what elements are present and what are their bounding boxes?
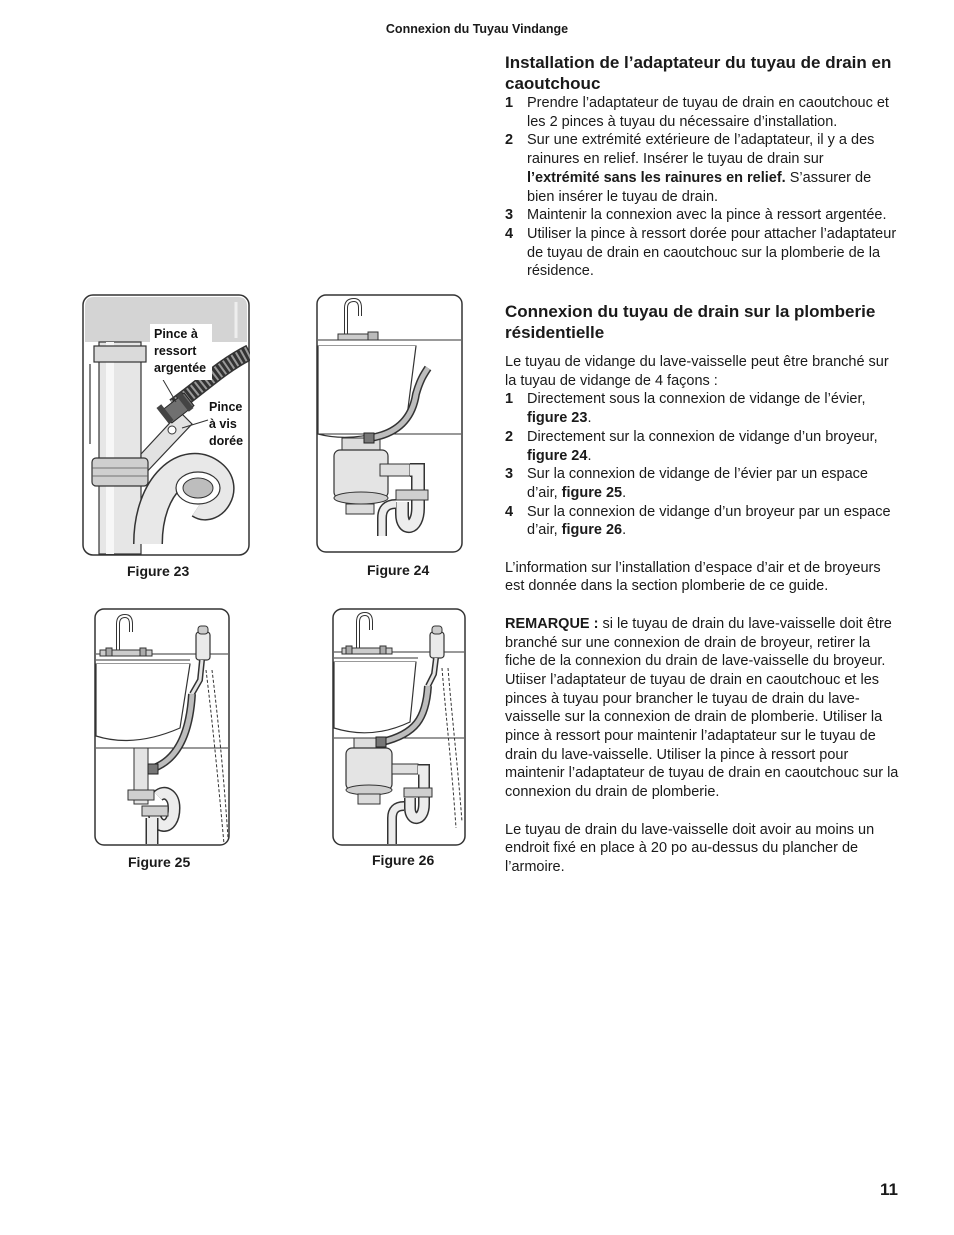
callout-silver-clamp [154,326,206,377]
note-paragraph [505,615,900,671]
figure-25-illustration [94,608,230,846]
step-number: 2 [505,132,514,149]
step-text: Utiliser la pince à ressort dorée pour attacher l’adaptateur de tuyau de drain en caoutchouc sur la plomberie de la résidence. [527,225,897,280]
step-number: 3 [505,207,514,224]
callout-line: Pince [209,400,243,414]
punctuation: . [622,522,627,539]
callout-line: dorée [209,434,244,448]
info-paragraph: L’information sur l’installation d’espace d’air et de broyeurs est donnée dans la section plomberie de ce guide. [505,559,881,595]
figure-24-illustration [316,294,463,554]
step-text: Directement sous la connexion de vidange de l’évier, [527,391,866,408]
figure-24 [316,294,463,554]
note-text: si le tuyau de drain du lave-vaisselle doit être branché sur une connexion de drain de broyeur, retirer la fiche de la connexion du drain de lave-vaisselle du broyeur. [505,615,892,670]
step-number: 3 [505,466,514,483]
step-number: 4 [505,225,514,242]
step-text: S’assurer de bien insérer le tuyau de drain. [527,169,872,205]
figure-reference: figure 26 [561,522,623,539]
final-paragraph: Le tuyau de drain du lave-vaisselle doit avoir au moins un endroit fixé en place à 20 po au-dessus du plancher de l’armoire. [505,821,875,875]
connection-methods [505,390,900,540]
list-item [505,465,900,502]
step-text: Sur la connexion de vidange de l’évier par un espace d’air, [527,466,868,501]
note-continuation: Utiiser l’adaptateur de tuyau de drain en caoutchouc et les pinces à tuyau pour brancher le tuyau de drain du lave-vaisselle sur la connexion de drain de plomberie. Utiliser la pince à ressort pour maintenir l’adaptateur sur le tuyau de drain du lave-vaisselle. Utiliser la pince à ressort pour maintenir l’adaptateur de tuyau de drain en caoutchouc sur la connexion du drain de plomberie. [505,671,899,801]
figure-24-caption: Figure 24 [367,562,430,578]
step-text: Directement sur la connexion de vidange d’un broyeur, [527,428,878,445]
figure-reference: figure 24 [527,447,588,464]
punctuation: . [587,447,592,464]
callout-gold-clamp [209,399,243,450]
step-text: Maintenir la connexion avec la pince à ressort argentée. [527,207,887,224]
figure-26-caption: Figure 26 [372,852,435,868]
adapter-steps [505,94,900,281]
step-number: 2 [505,428,514,445]
list-item [505,428,900,465]
list-item [505,503,900,540]
step-number: 1 [505,95,514,111]
main-text-column [505,52,900,877]
callout-line: ressort [154,344,197,358]
callout-line: Pince à [154,327,198,341]
step-text: Sur la connexion de vidange d’un broyeur par un espace d’air, [527,503,891,539]
callout-line: argentée [154,361,207,375]
callout-line: à vis [209,417,237,431]
figure-26 [332,608,466,846]
figure-reference: figure 23 [527,410,588,427]
note-label: REMARQUE : [505,615,599,632]
list-item [505,225,900,281]
step-text: Sur une extrémité extérieure de l’adaptateur, il y a des rainures en relief. Insérer le tuyau de drain sur [527,132,875,168]
figure-26-illustration [332,608,466,846]
step-number: 4 [505,503,514,520]
section-title-adapter: Installation de l’adaptateur du tuyau de drain en caoutchouc [505,53,892,93]
step-number: 1 [505,391,514,408]
figure-reference: figure 25 [561,484,623,501]
page-number: 11 [880,1180,898,1199]
figure-25 [94,608,230,846]
section-title-plumbing: Connexion du tuyau de drain sur la plomberie résidentielle [505,302,876,343]
intro-paragraph: Le tuyau de vidange du lave-vaisselle peut être branché sur la tuyau de vidange de 4 façons : [505,354,889,389]
page-header: Connexion du Tuyau Vindange [385,22,569,36]
list-item [505,131,900,206]
step-text: Prendre l’adaptateur de tuyau de drain en caoutchouc et les 2 pinces à tuyau du nécessaire d’installation. [527,95,889,130]
list-item [505,206,900,225]
step-emphasis: l’extrémité sans les rainures en relief. [527,169,786,186]
figure-23-caption: Figure 23 [127,563,190,579]
figure-25-caption: Figure 25 [128,854,191,870]
figure-23 [82,294,250,556]
list-item [505,94,900,131]
punctuation: . [587,410,592,427]
punctuation: . [622,484,627,501]
list-item [505,390,900,427]
